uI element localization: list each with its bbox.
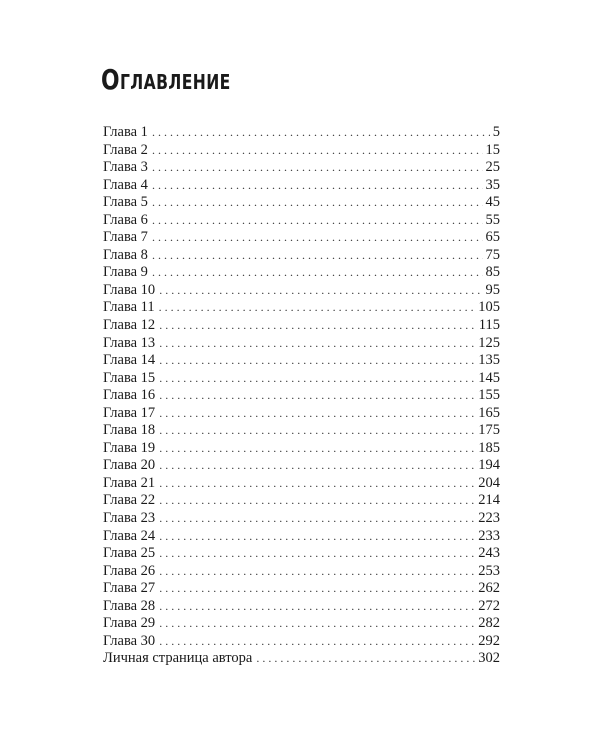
toc-entry-label: Глава 5 (103, 194, 148, 211)
toc-entry-label: Глава 2 (103, 141, 148, 158)
toc-entry[interactable] (103, 475, 500, 493)
toc-entry-label: Глава 6 (103, 211, 148, 228)
toc-entry-page-number: 135 (478, 352, 500, 369)
toc-entry-label: Глава 29 (103, 615, 156, 632)
toc-entry-page-number: 272 (478, 597, 500, 614)
toc-entry-page-number: 55 (485, 211, 500, 228)
toc-entry[interactable] (103, 633, 500, 651)
toc-dot-leader (159, 545, 475, 563)
toc-entry-label: Глава 3 (103, 159, 148, 176)
toc-entry-page-number: 175 (478, 422, 500, 439)
toc-dot-leader (152, 142, 483, 160)
toc-entry-label: Глава 15 (103, 369, 156, 386)
toc-dot-leader (159, 598, 475, 616)
toc-entry-page-number: 194 (478, 457, 500, 474)
toc-entry[interactable] (103, 352, 500, 370)
toc-entry-label: Глава 14 (103, 352, 156, 369)
toc-entry-label: Глава 17 (103, 404, 156, 421)
toc-entry-page-number: 185 (478, 439, 500, 456)
toc-dot-leader (159, 317, 476, 335)
toc-dot-leader (159, 615, 475, 633)
toc-dot-leader (159, 440, 475, 458)
toc-entry-label: Глава 23 (103, 510, 156, 527)
toc-entry-label: Глава 28 (103, 597, 156, 614)
toc-entry[interactable] (103, 510, 500, 528)
toc-dot-leader (159, 299, 476, 317)
toc-dot-leader (152, 124, 490, 142)
toc-entry-page-number: 233 (478, 527, 500, 544)
toc-entry-label: Глава 10 (103, 281, 156, 298)
toc-entry-page-number: 204 (478, 474, 500, 491)
toc-entry-page-number: 35 (485, 176, 500, 193)
toc-entry[interactable] (103, 212, 500, 230)
toc-dot-leader (159, 370, 475, 388)
toc-dot-leader (159, 405, 475, 423)
toc-entry[interactable] (103, 335, 500, 353)
toc-entry[interactable] (103, 598, 500, 616)
toc-entry-label: Глава 12 (103, 317, 156, 334)
toc-entry-page-number: 282 (478, 615, 500, 632)
toc-entry-page-number: 25 (485, 159, 500, 176)
toc-dot-leader (152, 247, 483, 265)
toc-entry[interactable] (103, 194, 500, 212)
toc-entry-label: Глава 30 (103, 632, 156, 649)
toc-entry-page-number: 165 (478, 404, 500, 421)
toc-entry-page-number: 302 (478, 650, 500, 667)
toc-dot-leader (159, 335, 475, 353)
toc-entry[interactable] (103, 124, 500, 142)
toc-entry[interactable] (103, 387, 500, 405)
toc-entry[interactable] (103, 422, 500, 440)
toc-entry-label: Глава 25 (103, 545, 156, 562)
toc-dot-leader (152, 212, 483, 230)
toc-entry[interactable] (103, 229, 500, 247)
toc-dot-leader (159, 510, 475, 528)
toc-dot-leader (159, 387, 475, 405)
toc-entry-page-number: 214 (478, 492, 500, 509)
toc-dot-leader (152, 159, 483, 177)
table-of-contents (103, 124, 500, 668)
toc-dot-leader (256, 650, 475, 668)
toc-entry[interactable] (103, 405, 500, 423)
toc-dot-leader (152, 194, 483, 212)
toc-entry-label: Глава 20 (103, 457, 156, 474)
toc-dot-leader (159, 352, 475, 370)
toc-entry-label: Глава 26 (103, 562, 156, 579)
toc-entry[interactable] (103, 247, 500, 265)
toc-dot-leader (152, 229, 483, 247)
toc-entry[interactable] (103, 159, 500, 177)
toc-entry[interactable] (103, 142, 500, 160)
toc-entry-page-number: 85 (485, 264, 500, 281)
toc-entry-page-number: 15 (485, 141, 500, 158)
toc-entry-page-number: 223 (478, 510, 500, 527)
toc-entry-label: Глава 22 (103, 492, 156, 509)
toc-entry-label: Глава 7 (103, 229, 148, 246)
toc-entry-label: Глава 21 (103, 474, 156, 491)
toc-entry-page-number: 65 (485, 229, 500, 246)
toc-entry-label: Глава 24 (103, 527, 156, 544)
toc-dot-leader (159, 528, 475, 546)
toc-entry[interactable] (103, 650, 500, 668)
toc-dot-leader (152, 177, 483, 195)
toc-entry-label: Глава 18 (103, 422, 156, 439)
toc-entry-page-number: 155 (478, 387, 500, 404)
toc-entry[interactable] (103, 440, 500, 458)
toc-dot-leader (159, 492, 475, 510)
toc-entry-label: Глава 8 (103, 246, 148, 263)
toc-dot-leader (159, 422, 475, 440)
toc-entry[interactable] (103, 528, 500, 546)
toc-entry[interactable] (103, 545, 500, 563)
toc-dot-leader (159, 457, 475, 475)
toc-dot-leader (159, 580, 475, 598)
toc-entry[interactable] (103, 580, 500, 598)
toc-entry-page-number: 105 (478, 299, 500, 316)
toc-entry-label: Глава 13 (103, 334, 156, 351)
toc-dot-leader (159, 563, 475, 581)
toc-entry[interactable] (103, 299, 500, 317)
toc-entry[interactable] (103, 317, 500, 335)
toc-entry[interactable] (103, 563, 500, 581)
toc-entry-label: Глава 11 (103, 299, 155, 316)
toc-dot-leader (159, 282, 482, 300)
toc-entry-label: Глава 4 (103, 176, 148, 193)
toc-entry-page-number: 115 (478, 317, 500, 334)
toc-entry-label: Глава 27 (103, 580, 156, 597)
toc-entry-page-number: 243 (478, 545, 500, 562)
toc-entry-page-number: 95 (485, 281, 500, 298)
page-title: Оглавление (101, 63, 231, 96)
toc-entry[interactable] (103, 282, 500, 300)
toc-dot-leader (159, 475, 475, 493)
toc-entry[interactable] (103, 177, 500, 195)
toc-entry-page-number: 45 (485, 194, 500, 211)
toc-entry-label: Глава 19 (103, 439, 156, 456)
toc-dot-leader (159, 633, 475, 651)
toc-entry-page-number: 292 (478, 632, 500, 649)
toc-entry-page-number: 145 (478, 369, 500, 386)
toc-entry-page-number: 5 (492, 124, 500, 140)
toc-entry-page-number: 75 (485, 246, 500, 263)
toc-entry-label: Глава 9 (103, 264, 148, 281)
toc-dot-leader (152, 264, 483, 282)
toc-entry-page-number: 125 (478, 334, 500, 351)
toc-entry[interactable] (103, 370, 500, 388)
toc-entry-page-number: 262 (478, 580, 500, 597)
toc-entry-label: Личная страница автора (103, 650, 253, 667)
toc-entry[interactable] (103, 457, 500, 475)
toc-entry-label: Глава 16 (103, 387, 156, 404)
toc-entry-label: Глава 1 (103, 124, 148, 140)
toc-entry[interactable] (103, 264, 500, 282)
toc-entry[interactable] (103, 615, 500, 633)
toc-entry-page-number: 253 (478, 562, 500, 579)
toc-entry[interactable] (103, 492, 500, 510)
